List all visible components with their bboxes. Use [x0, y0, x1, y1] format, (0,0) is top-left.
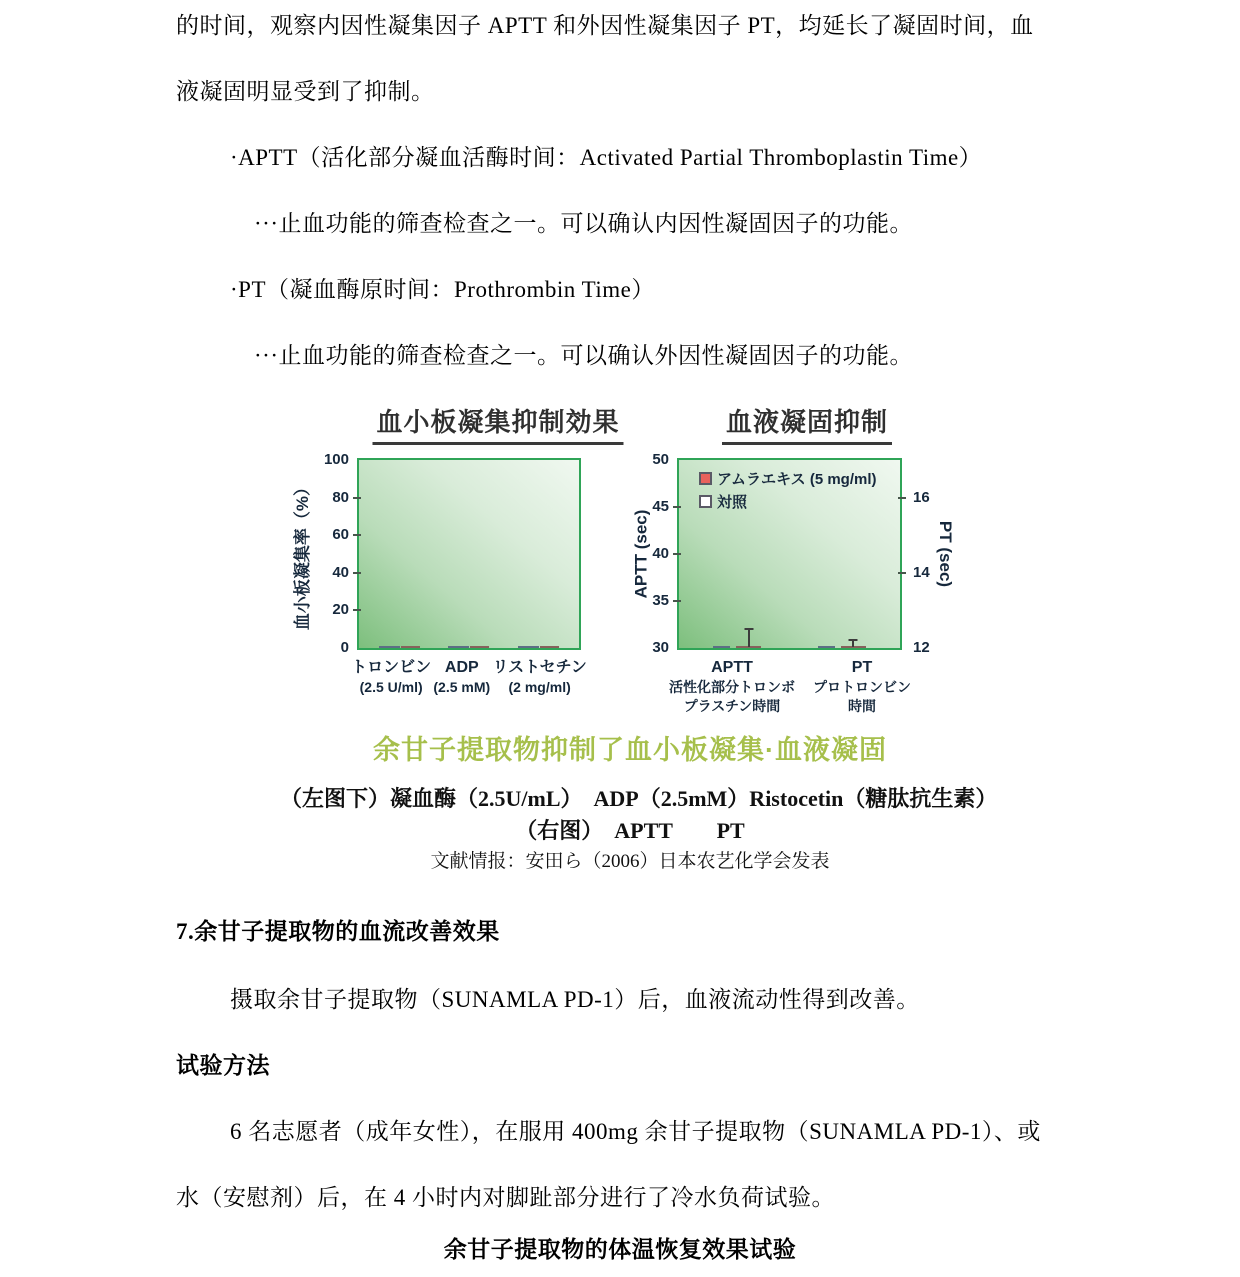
- white-legend-swatch: [699, 495, 712, 508]
- method-paragraph-line: 6 名志愿者（成年女性），在服用 400mg 余甘子提取物（SUNAMLA PD-1）、或: [230, 1119, 1041, 1144]
- y-axis-tick-label: 14: [913, 563, 930, 581]
- y-axis-tick-label: 16: [913, 488, 930, 506]
- y-axis-tick-mark: [673, 553, 681, 555]
- category-sublabel: プラスチン時間: [683, 698, 781, 714]
- amla-extract-bar: [401, 646, 420, 648]
- platelet-aggregation-plot: [323, 451, 581, 656]
- section7-heading: 7.余甘子提取物的血流改善效果: [176, 919, 500, 944]
- bar-group: [518, 646, 559, 648]
- x-axis-category: [351, 658, 431, 697]
- method-paragraph-line: 水（安慰剂）后，在 4 小时内对脚趾部分进行了冷水负荷试验。: [176, 1185, 835, 1210]
- y-axis-tick-label: 20: [332, 601, 349, 619]
- amla-extract-bar: [470, 646, 489, 648]
- y-axis-tick-label: 40: [652, 545, 669, 562]
- y-axis-tick-mark: [353, 534, 361, 536]
- control-bar: [713, 646, 730, 648]
- y-axis-label: 血小板凝集率（%）: [293, 478, 313, 630]
- bullet-aptt: ·APTT（活化部分凝血活酶时间：Activated Partial Thromboplastin Time）: [230, 145, 983, 170]
- y-axis-tick-label: 50: [652, 451, 669, 468]
- bullet-pt: ·PT（凝血酶原时间：Prothrombin Time）: [230, 277, 655, 302]
- bar-group: [713, 646, 761, 648]
- right-chart-x-labels: [660, 658, 920, 716]
- control-bar: [379, 646, 400, 648]
- category-sublabel: プロトロンビン: [813, 679, 911, 695]
- error-bar: [748, 628, 750, 647]
- blood-coagulation-plot: [652, 451, 930, 656]
- legend-item: [699, 491, 877, 512]
- error-bar-cap: [849, 639, 858, 641]
- error-bar: [852, 639, 854, 647]
- aptt-axis-label: APTT (sec): [631, 509, 651, 599]
- category-name: PT: [851, 659, 873, 676]
- left-chart-y-axis-label-wrap: [288, 458, 314, 650]
- bar-group: [448, 646, 489, 648]
- bullet-aptt-description: ···止血功能的筛查检查之一。可以确认内因性凝固因子的功能。: [254, 211, 913, 236]
- bar-group: [379, 646, 420, 648]
- category-name: リストセチン: [492, 659, 587, 676]
- left-chart-title: 血小板凝集抑制効果: [372, 402, 623, 445]
- coagulation-figure: [280, 398, 998, 880]
- y-axis-tick-mark: [673, 506, 681, 508]
- x-axis-category: [669, 658, 795, 716]
- amla-extract-bar: [540, 646, 559, 648]
- paragraph-line: 的时间，观察内因性凝集因子 APTT 和外因性凝集因子 PT，均延长了凝固时间，血: [176, 13, 1034, 38]
- category-dose: (2.5 U/ml): [359, 679, 423, 695]
- legend-label: 対照: [717, 494, 748, 511]
- y-axis-tick-mark: [898, 572, 906, 574]
- category-name: APTT: [711, 659, 753, 676]
- section7-paragraph: 摄取余甘子提取物（SUNAMLA PD-1）后，血液流动性得到改善。: [230, 987, 920, 1012]
- y-axis-tick-label: 45: [652, 498, 669, 515]
- method-heading: 试验方法: [176, 1053, 270, 1078]
- category-sublabel: 活性化部分トロンボ: [669, 679, 795, 695]
- y-axis-tick-mark: [353, 497, 361, 499]
- amla-extract-bar: [736, 646, 761, 648]
- figure-green-caption: 余甘子提取物抑制了血小板凝集·血液凝固: [373, 735, 887, 765]
- category-dose: (2 mg/ml): [508, 679, 571, 695]
- bar-group: [818, 646, 866, 648]
- red-legend-swatch: [699, 472, 712, 485]
- legend-label: アムラエキス (5 mg/ml): [717, 471, 877, 488]
- chart-legend: [699, 468, 877, 514]
- figure-reference-line: 文献情报：安田ら（2006）日本农艺化学会发表: [430, 851, 830, 872]
- category-sublabel: 時間: [848, 698, 876, 714]
- category-name: ADP: [444, 659, 479, 676]
- category-name: トロンビン: [351, 659, 432, 676]
- bars-layer: [359, 460, 579, 648]
- x-axis-category: [813, 658, 911, 716]
- legend-item: [699, 468, 877, 489]
- y-axis-tick-label: 60: [332, 526, 349, 544]
- y-axis-tick-label: 30: [652, 639, 669, 656]
- control-bar: [448, 646, 469, 648]
- left-chart-x-labels: [350, 658, 588, 697]
- error-bar-cap: [744, 628, 753, 630]
- figure-caption-line2: （右图） APTT PT: [515, 818, 745, 843]
- y-axis-tick-mark: [673, 600, 681, 602]
- bottom-figure-caption: 余甘子提取物的体温恢复效果试验: [443, 1237, 797, 1262]
- right-chart-left-axis-label-wrap: [628, 458, 654, 650]
- y-axis-tick-label: 40: [332, 563, 349, 581]
- y-axis-tick-mark: [353, 572, 361, 574]
- right-chart-right-axis-label-wrap: [932, 458, 958, 650]
- pt-axis-label: PT (sec): [936, 520, 956, 588]
- paragraph-line: 液凝固明显受到了抑制。: [176, 79, 435, 104]
- y-axis-tick-label: 80: [332, 488, 349, 506]
- y-axis-tick-label: 100: [323, 451, 349, 468]
- figure-caption-line1: （左图下）凝血酶（2.5U/mL） ADP（2.5mM）Ristocetin（糖肽抗生素）: [280, 786, 998, 811]
- y-axis-tick-label: 12: [913, 639, 930, 656]
- right-chart-title: 血液凝固抑制: [722, 402, 892, 445]
- bullet-pt-description: ···止血功能的筛查检查之一。可以确认外因性凝固因子的功能。: [254, 343, 913, 368]
- control-bar: [818, 646, 835, 648]
- x-axis-category: [492, 658, 586, 697]
- y-axis-tick-label: 35: [652, 592, 669, 609]
- y-axis-tick-mark: [898, 497, 906, 499]
- y-axis-tick-label: 0: [340, 639, 349, 656]
- amla-extract-bar: [841, 646, 866, 648]
- y-axis-tick-mark: [353, 609, 361, 611]
- x-axis-category: [433, 658, 490, 697]
- category-dose: (2.5 mM): [433, 679, 491, 695]
- control-bar: [518, 646, 539, 648]
